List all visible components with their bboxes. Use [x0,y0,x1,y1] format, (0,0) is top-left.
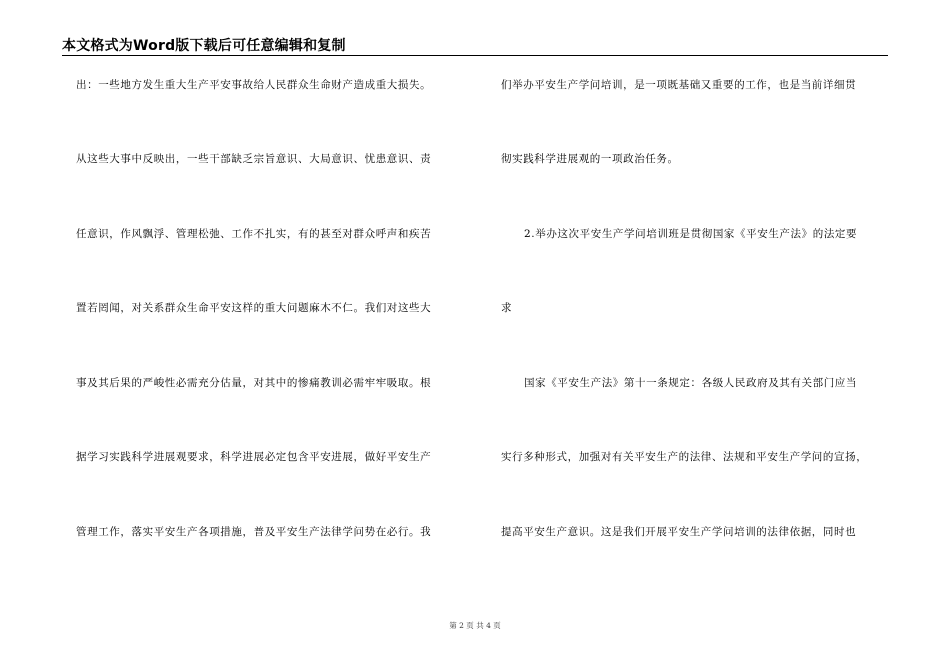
text-line: 任意识，作风飘浮、管理松弛、工作不扎实，有的甚至对群众呼声和疾苦 [76,228,432,240]
text-line: 置若罔闻，对关系群众生命平安这样的重大问题麻木不仁。我们对这些大 [76,302,432,314]
text-line: 出：一些地方发生重大生产平安事故给人民群众生命财产造成重大损失。 [76,79,432,91]
document-header [62,33,888,56]
paragraph-start-line: 国家《平安生产法》第十一条规定：各级人民政府及其有关部门应当 [524,377,857,389]
text-line: 求 [501,302,513,314]
text-line: 管理工作，落实平安生产各项措施，普及平安生产法律学问势在必行。我 [76,526,432,538]
text-line: 们举办平安生产学问培训，是一项既基础又重要的工作，也是当前详细贯 [501,79,857,91]
header-title: 本文格式为Word版下载后可任意编辑和复制 [62,38,346,54]
text-line: 从这些大事中反映出，一些干部缺乏宗旨意识、大局意识、忧患意识、责 [76,153,432,165]
text-line: 事及其后果的严峻性必需充分估量，对其中的惨痛教训必需牢牢吸取。根 [76,377,432,389]
text-line: 提高平安生产意识。这是我们开展平安生产学问培训的法律依据，同时也 [501,526,857,538]
section-heading-line: 2.举办这次平安生产学问培训班是贯彻国家《平安生产法》的法定要 [524,228,858,240]
text-line: 彻实践科学进展观的一项政治任务。 [501,153,679,165]
text-line: 实行多种形式，加强对有关平安生产的法律、法规和平安生产学问的宣扬， [501,451,868,463]
text-line: 据学习实践科学进展观要求，科学进展必定包含平安进展，做好平安生产 [76,451,432,463]
page-number: 第 2 页 共 4 页 [449,621,501,630]
